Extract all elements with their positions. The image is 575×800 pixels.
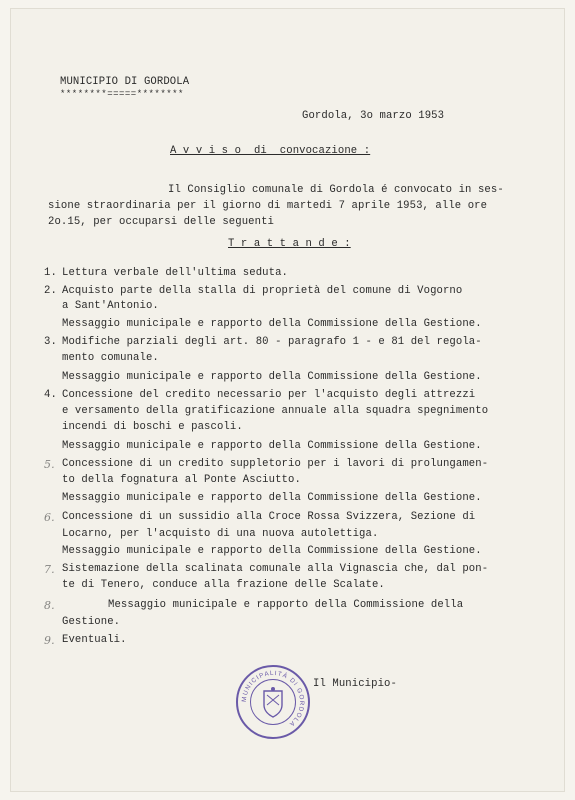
item-line: incendi di boschi e pascoli.: [62, 421, 243, 433]
intro-line-1: Il Consiglio comunale di Gordola é convocato in ses-: [168, 184, 504, 196]
item-line: Messaggio municipale e rapporto della Commissione della Gestione.: [62, 371, 482, 383]
item-number: 6.: [44, 511, 55, 524]
item-line: Lettura verbale dell'ultima seduta.: [62, 267, 289, 279]
municipal-seal-stamp: [236, 665, 310, 739]
item-line: Messaggio municipale e rapporto della Commissione della Gestione.: [62, 545, 482, 557]
svg-text:MUNICIPALITÀ DI GORDOLA: MUNICIPALITÀ DI GORDOLA: [240, 669, 306, 729]
item-number: 2.: [44, 285, 57, 297]
item-line: to della fognatura al Ponte Asciutto.: [62, 474, 301, 486]
item-line: Eventuali.: [62, 634, 127, 646]
item-line: Messaggio municipale e rapporto della Commissione della: [108, 599, 464, 611]
municipality-header: MUNICIPIO DI GORDOLA: [60, 76, 190, 88]
item-line: Locarno, per l'acquisto di una nuova autolettiga.: [62, 528, 379, 540]
document-page: [10, 8, 565, 792]
item-number: 8.: [44, 599, 55, 612]
item-number: 5.: [44, 458, 55, 471]
item-line: Concessione di un credito suppletorio per i lavori di prolungamen-: [62, 458, 489, 470]
item-number: 4.: [44, 389, 57, 401]
item-number: 3.: [44, 336, 57, 348]
item-line: Acquisto parte della stalla di proprietà del comune di Vogorno: [62, 285, 463, 297]
item-line: Concessione di un sussidio alla Croce Rossa Svizzera, Sezione di: [62, 511, 476, 523]
header-rule: ********=====********: [60, 89, 184, 99]
item-line: Messaggio municipale e rapporto della Commissione della Gestione.: [62, 492, 482, 504]
item-number: 7.: [44, 563, 55, 576]
item-number: 9.: [44, 634, 55, 647]
item-line: a Sant'Antonio.: [62, 300, 159, 312]
section-heading: T r a t t a n d e :: [228, 238, 351, 250]
item-line: Gestione.: [62, 616, 121, 628]
intro-line-3: 2o.15, per occuparsi delle seguenti: [48, 216, 275, 228]
item-line: Messaggio municipale e rapporto della Commissione della Gestione.: [62, 440, 482, 452]
intro-line-2: sione straordinaria per il giorno di martedi 7 aprile 1953, alle ore: [48, 200, 488, 212]
item-number: 1.: [44, 267, 57, 279]
item-line: Modifiche parziali degli art. 80 - paragrafo 1 - e 81 del regola-: [62, 336, 482, 348]
item-line: Concessione del credito necessario per l'acquisto degli attrezzi: [62, 389, 476, 401]
item-line: mento comunale.: [62, 352, 159, 364]
item-line: Messaggio municipale e rapporto della Commissione della Gestione.: [62, 318, 482, 330]
item-line: e versamento della gratificazione annuale alla squadra spegnimento: [62, 405, 489, 417]
signature-line: Il Municipio-: [313, 678, 397, 690]
document-date: Gordola, 3o marzo 1953: [302, 110, 445, 122]
notice-title: A v v i s o di convocazione :: [170, 145, 371, 157]
item-line: te di Tenero, conduce alla frazione delle Scalate.: [62, 579, 385, 591]
item-line: Sistemazione della scalinata comunale alla Vignascia che, dal pon-: [62, 563, 489, 575]
